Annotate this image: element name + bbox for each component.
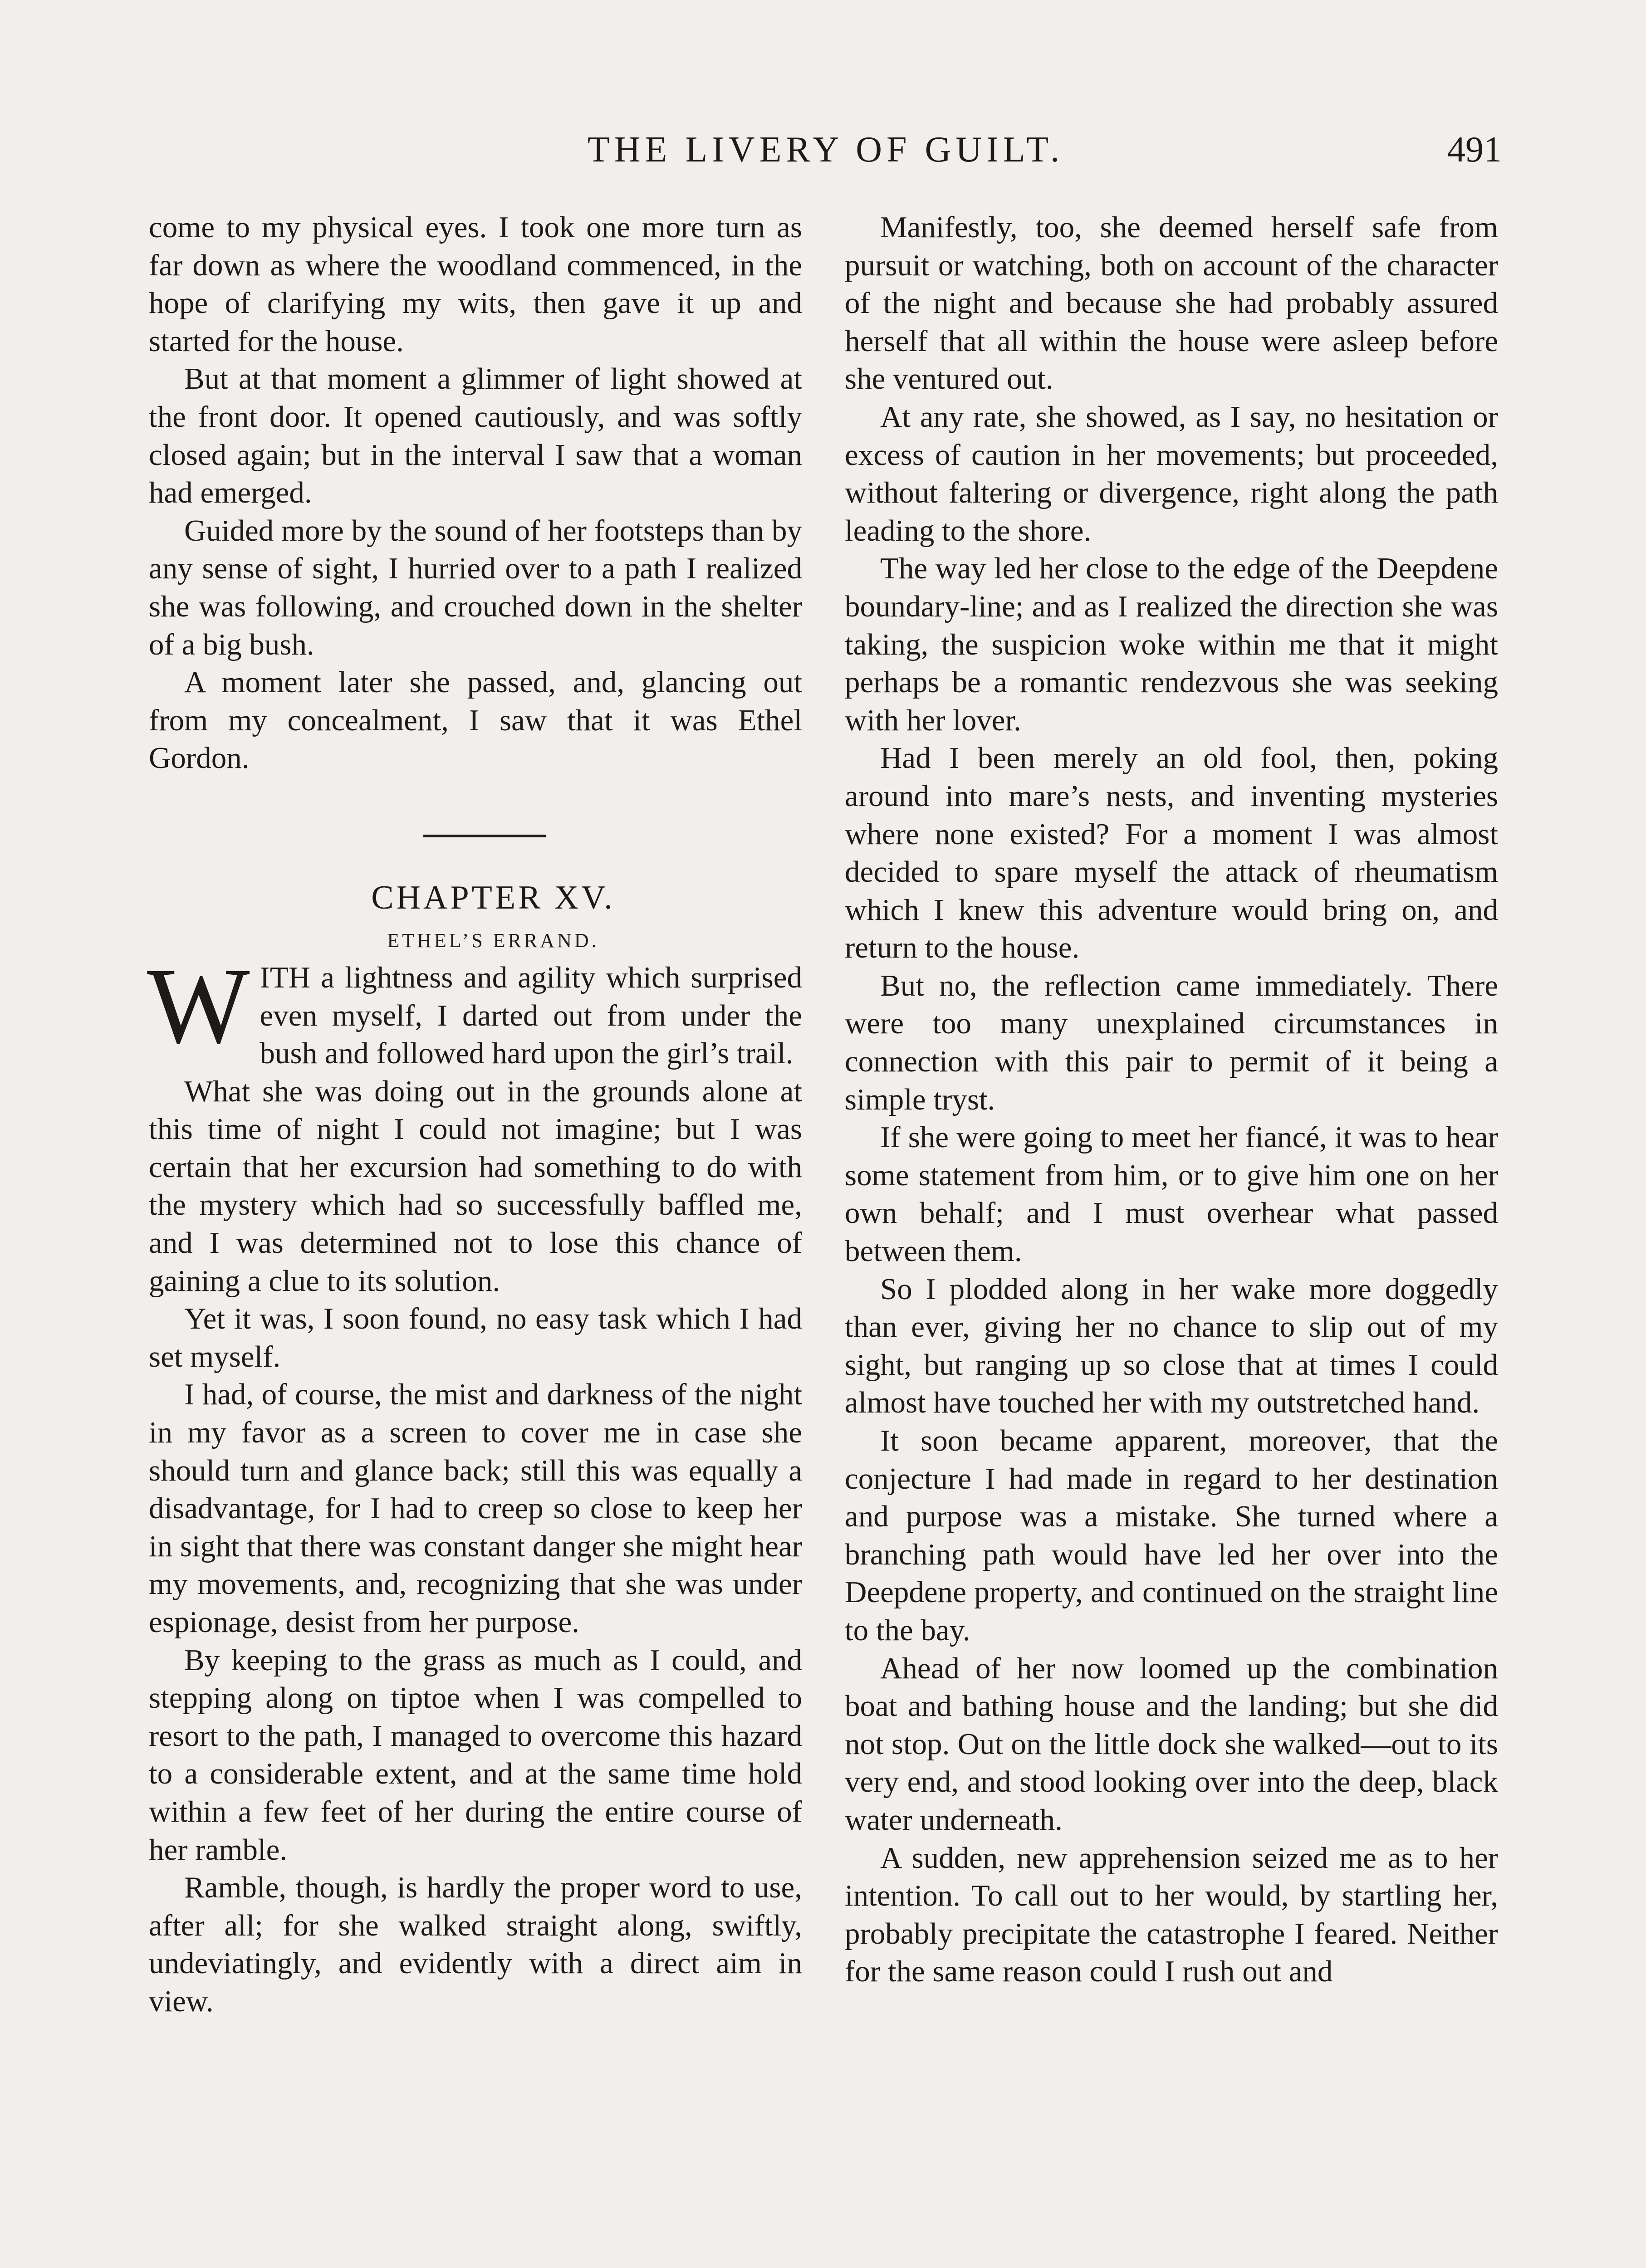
paragraph: come to my physical eyes. I took one more turn as far down as where the woodland commenced, in the hope of clarifying my wits, then gave it up and started for the house. <box>149 210 802 358</box>
paragraph: Had I been merely an old fool, then, poking around into mare’s nests, and inventing mysteries where none existed? For a moment I was almost decided to spare myself the attack of rheumatism which I knew this adventure would bring on, and return to the house. <box>845 741 1498 965</box>
chapter-subtitle: ETHEL’S ERRAND. <box>387 929 599 952</box>
chapter-opening-paragraph <box>147 945 802 1073</box>
right-column <box>845 209 1498 1991</box>
paragraph: What she was doing out in the grounds alone at this time of night I could not imagine; but I was certain that her excursion had something to do with the mystery which had so successfully baffled me, and I was determined not to lose this chance of gaining a clue to its solution. <box>149 1074 802 1298</box>
divider-rule <box>423 835 546 837</box>
paragraph: At any rate, she showed, as I say, no hesitation or excess of caution in her movements; but proceeded, without faltering or divergence, right along the path leading to the shore. <box>845 400 1498 547</box>
paragraph: If she were going to meet her fiancé, it was to hear some statement from him, or to give him one on her own behalf; and I must overhear what passed between them. <box>845 1120 1498 1268</box>
paragraph: But at that moment a glimmer of light showed at the front door. It opened cautiously, and was softly closed again; but in the interval I saw that a woman had emerged. <box>149 362 802 510</box>
drop-cap: W <box>147 945 250 1066</box>
paragraph: Ramble, though, is hardly the proper word to use, after all; for she walked straight along, swiftly, undeviatingly, and evidently with a direct aim in view. <box>149 1871 802 2018</box>
paragraph: By keeping to the grass as much as I could, and stepping along on tiptoe when I was compelled to resort to the path, I managed to overcome this hazard to a considerable extent, and at the same time hold within a few feet of her during the entire course of her ramble. <box>149 1643 802 1867</box>
paragraph: Guided more by the sound of her footsteps than by any sense of sight, I hurried over to a path I realized she was following, and crouched down in the shelter of a big bush. <box>149 513 802 661</box>
paragraph: Manifestly, too, she deemed herself safe from pursuit or watching, both on account of the character of the night and because she had probably assured herself that all within the house were asleep before she ventured out. <box>845 210 1498 396</box>
paragraph: So I plodded along in her wake more doggedly than ever, giving her no chance to slip out of my sight, but ranging up so close that at times I could almost have touched her with my outstretched hand. <box>845 1272 1498 1420</box>
running-title: THE LIVERY OF GUILT. <box>587 130 1064 170</box>
paragraph: It soon became apparent, moreover, that the conjecture I had made in regard to her destination and purpose was a mistake. She turned where a branching path would have led her over into the Deepdene property, and continued on the straight line to the bay. <box>845 1424 1498 1647</box>
paragraph: But no, the reflection came immediately. There were too many unexplained circumstances in connection with this pair to permit of it being a simple tryst. <box>845 968 1498 1116</box>
page-number: 491 <box>1447 130 1502 170</box>
left-column <box>149 209 802 2021</box>
paragraph: I had, of course, the mist and darkness of the night in my favor as a screen to cover me in case she should turn and glance back; still this was equally a disadvantage, for I had to creep so close to keep her in sight that there was constant danger she might hear my movements, and, recognizing that she was under espionage, desist from her purpose. <box>149 1378 802 1639</box>
paragraph: A sudden, new apprehension seized me as to her intention. To call out to her would, by startling her, probably precipitate the catastrophe I feared. Neither for the same reason could I rush out and <box>845 1841 1498 1989</box>
paragraph: A moment later she passed, and, glancing out from my concealment, I saw that it was Ethel Gordon. <box>149 665 802 775</box>
chapter-title: CHAPTER XV. <box>371 879 615 916</box>
opening-text: ITH a lightness and agility which surprised even myself, I darted out from under the bush and followed hard upon the girl’s trail. <box>260 960 802 1070</box>
paragraph: Yet it was, I soon found, no easy task which I had set myself. <box>149 1302 802 1374</box>
section-divider <box>149 777 802 873</box>
paragraph: Ahead of her now loomed up the combination boat and bathing house and the landing; but she did not stop. Out on the little dock she walked—out to its very end, and stood looking over into the deep, black water underneath. <box>845 1651 1498 1837</box>
page-header <box>150 122 1502 186</box>
paragraph: The way led her close to the edge of the Deepdene boundary-line; and as I realized the direction she was taking, the suspicion woke within me that it might perhaps be a romantic rendezvous she was seeking with her lover. <box>845 552 1498 737</box>
